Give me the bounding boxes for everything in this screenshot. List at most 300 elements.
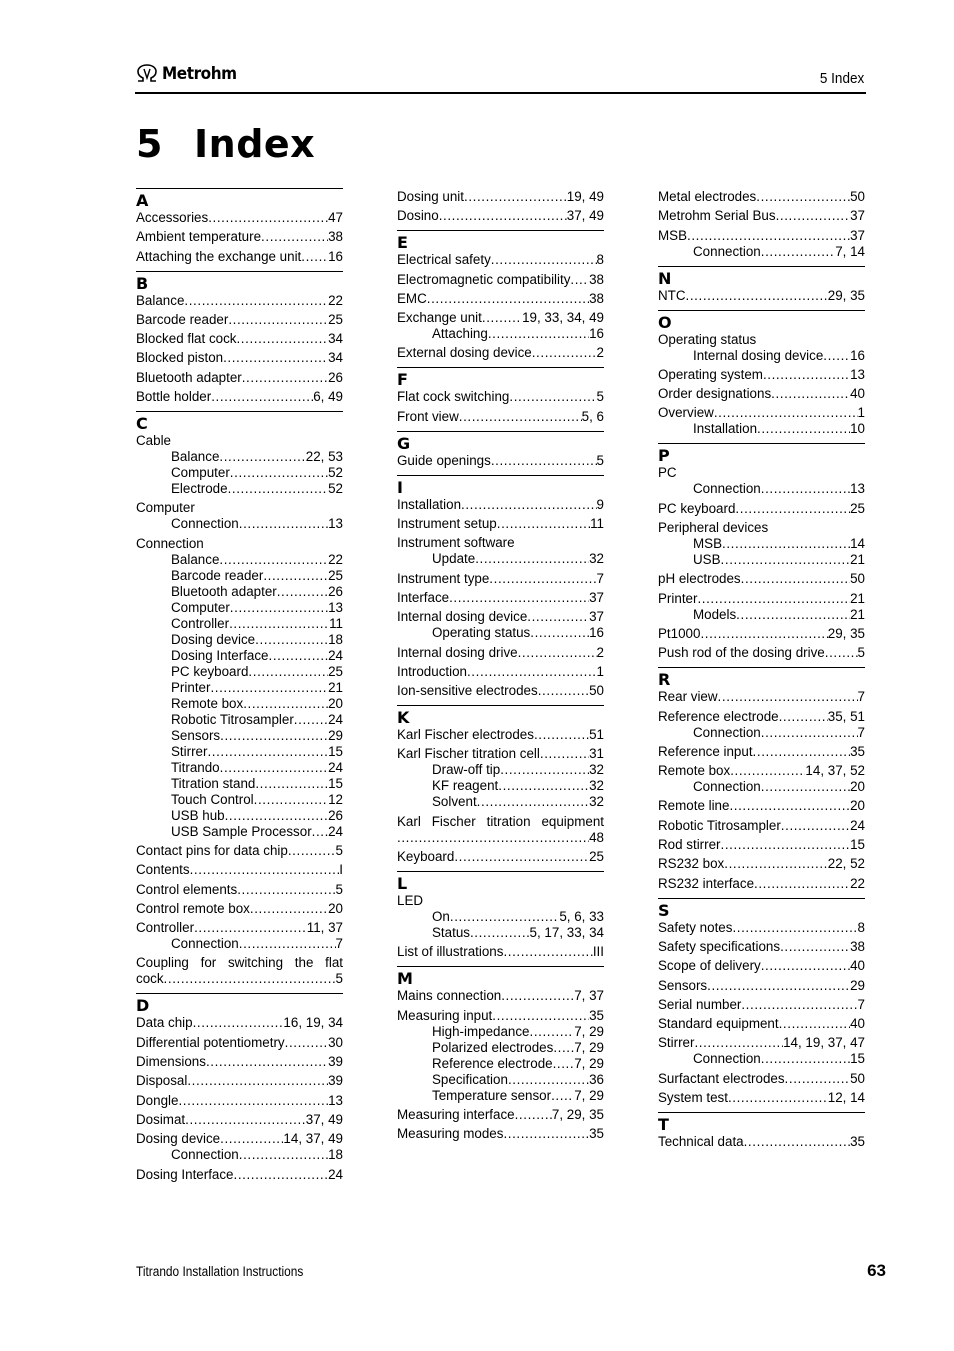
entry-term: Rear view <box>658 689 718 705</box>
index-entry <box>397 516 604 532</box>
entry-pages: 26 <box>328 807 343 823</box>
leader-dots <box>781 818 850 834</box>
entry-pages: 35 <box>589 1007 604 1023</box>
entry-pages: 31 <box>589 746 604 762</box>
index-entry-line <box>658 978 865 994</box>
entry-term: Models <box>693 606 737 622</box>
entry-pages: 7 <box>857 724 865 740</box>
entry-term: Cable <box>136 433 171 449</box>
leader-dots <box>503 1126 589 1142</box>
leader-dots <box>754 876 850 892</box>
index-letter: N <box>658 268 672 288</box>
entry-pages: 13 <box>328 516 343 532</box>
leader-dots <box>450 909 559 925</box>
chapter-title: Index <box>194 122 316 166</box>
index-entry <box>397 664 604 680</box>
index-entry <box>397 645 604 661</box>
entry-term: Scope of delivery <box>658 958 761 974</box>
entry-pages: 5 <box>335 842 343 858</box>
entry-pages: 5, 6 <box>581 408 604 424</box>
leader-dots <box>449 590 589 606</box>
leader-dots <box>570 272 589 288</box>
leader-dots <box>223 350 328 366</box>
entry-pages: 34 <box>328 350 343 366</box>
entry-term: Operating status <box>658 331 757 347</box>
entry-pages: 5 <box>596 452 604 468</box>
index-subentry <box>658 421 865 437</box>
entry-term: Metal electrodes <box>658 189 757 204</box>
entry-term: Computer <box>136 500 195 516</box>
entry-term: Dosing device <box>171 631 256 647</box>
entry-term: List of illustrations <box>397 944 504 960</box>
entry-pages: 7, 29 <box>574 1087 604 1103</box>
entry-term: Karl Fischer electrodes <box>397 727 534 743</box>
index-subentry <box>397 925 604 941</box>
index-entry <box>136 249 343 265</box>
leader-dots <box>467 664 597 680</box>
index-entry <box>658 228 865 260</box>
index-letter: L <box>397 874 408 894</box>
index-subentry <box>658 552 865 568</box>
entry-pages: 22 <box>850 875 865 891</box>
entry-pages: 22, 52 <box>827 856 865 872</box>
leader-dots <box>164 971 336 987</box>
leader-dots <box>756 189 850 205</box>
index-subentry <box>136 808 343 824</box>
index-entry <box>136 1035 343 1051</box>
leader-dots <box>482 310 522 326</box>
entry-pages: 26 <box>328 583 343 599</box>
entry-term: Printer <box>171 679 211 695</box>
index-letter: C <box>136 414 148 434</box>
index-subentry <box>397 909 604 925</box>
entry-pages: 40 <box>850 1016 865 1032</box>
leader-dots <box>776 208 851 224</box>
entry-term: Solvent <box>432 794 477 810</box>
index-entry-line <box>136 536 343 552</box>
leader-dots <box>277 584 328 600</box>
leader-dots <box>532 345 597 361</box>
leader-dots <box>721 552 851 568</box>
entry-pages: 25 <box>589 849 604 865</box>
entry-term: Dosing Interface <box>136 1166 234 1182</box>
entry-pages: 12, 14 <box>827 1090 865 1106</box>
entry-term: Reference electrode <box>432 1055 553 1071</box>
index-entry-line <box>658 1090 865 1106</box>
index-entry-line <box>136 312 343 328</box>
entry-term: Dimensions <box>136 1054 206 1070</box>
entry-term: Disposal <box>136 1073 188 1089</box>
index-subentry <box>397 1072 604 1088</box>
index-entry-line <box>397 1008 604 1024</box>
index-entry-line <box>397 893 604 909</box>
entry-term: Internal dosing device <box>693 347 824 363</box>
entry-term: Remote box <box>658 763 731 779</box>
index-entry <box>136 955 343 987</box>
index-entry-line <box>658 709 865 725</box>
index-entry <box>136 920 343 952</box>
index-entry <box>397 272 604 288</box>
leader-dots <box>741 571 850 587</box>
entry-pages: 1 <box>857 405 865 421</box>
entry-pages: 18 <box>328 631 343 647</box>
index-group <box>397 230 604 361</box>
leader-dots <box>207 744 328 760</box>
entry-pages: 8 <box>596 252 604 268</box>
leader-dots <box>707 978 850 994</box>
entry-term: Ion-sensitive electrodes <box>397 683 538 699</box>
entry-term: KF reagent <box>432 778 499 794</box>
index-entry <box>397 571 604 587</box>
page-title <box>136 122 315 166</box>
index-entry <box>136 1093 343 1109</box>
leader-dots <box>220 760 328 776</box>
entry-term: LED <box>397 893 424 909</box>
index-entry <box>658 763 865 795</box>
index-entry-line <box>397 409 604 425</box>
index-entry-line <box>397 453 604 469</box>
index-subentry <box>658 725 865 741</box>
leader-dots <box>239 1147 328 1163</box>
index-letter: T <box>658 1115 669 1135</box>
entry-pages: 32 <box>589 551 604 567</box>
entry-term: NTC <box>658 287 686 303</box>
leader-dots <box>312 824 328 840</box>
index-entry-line <box>397 535 604 551</box>
entry-pages: 22 <box>328 551 343 567</box>
index-entry <box>397 893 604 941</box>
entry-pages: 37 <box>850 208 865 224</box>
entry-pages: I <box>339 862 343 878</box>
index-letter: S <box>658 900 670 920</box>
entry-term: PC keyboard <box>171 663 249 679</box>
index-letter: R <box>658 670 671 690</box>
entry-term: Contact pins for data chip <box>136 842 288 858</box>
index-entry <box>658 520 865 568</box>
entry-term: Connection <box>136 535 204 551</box>
leader-dots <box>779 709 828 725</box>
entry-term-wrapped: Coupling for switching the flat <box>136 955 343 971</box>
index-subentry <box>397 1056 604 1072</box>
index-entry-line <box>658 208 865 224</box>
leader-dots <box>761 1051 850 1067</box>
entry-term-wrapped: Karl Fischer titration equipment <box>397 813 604 829</box>
index-entry <box>136 1131 343 1163</box>
index-letter: B <box>136 273 149 293</box>
index-entry-line <box>658 689 865 705</box>
entry-pages: 24 <box>850 817 865 833</box>
index-subentry <box>136 664 343 680</box>
leader-dots <box>211 389 313 405</box>
index-entry <box>658 626 865 642</box>
entry-term: pH electrodes <box>658 571 741 587</box>
leader-dots <box>236 331 328 347</box>
entry-term: Temperature sensor <box>432 1087 552 1103</box>
entry-term: PC keyboard <box>658 500 736 516</box>
index-entry-line <box>397 664 604 680</box>
index-group <box>658 1112 865 1150</box>
leader-dots <box>470 925 530 941</box>
entry-term: Operating system <box>658 366 763 382</box>
entry-pages: 37, 49 <box>305 1111 343 1127</box>
index-subentry <box>397 551 604 567</box>
leader-dots <box>491 453 597 469</box>
entry-term: Technical data <box>658 1134 744 1150</box>
index-entry-line <box>136 1093 343 1109</box>
leader-dots <box>553 1056 575 1072</box>
entry-term: Connection <box>171 1147 239 1163</box>
index-entry-line <box>658 798 865 814</box>
entry-term: Rod stirrer <box>658 837 721 853</box>
entry-pages: 21 <box>850 606 865 622</box>
entry-term: Internal dosing drive <box>397 644 518 660</box>
index-subentry <box>397 1024 604 1040</box>
entry-term: Bluetooth adapter <box>171 583 277 599</box>
entry-term: Installation <box>397 496 462 512</box>
leader-dots <box>210 680 328 696</box>
index-entry-line <box>136 1073 343 1089</box>
leader-dots <box>193 1015 284 1031</box>
index-entry-line <box>658 520 865 536</box>
entry-pages: 13 <box>328 1092 343 1108</box>
index-entry-line <box>136 249 343 265</box>
entry-pages: 51 <box>589 727 604 743</box>
index-subentry <box>136 552 343 568</box>
entry-term: Mains connection <box>397 988 502 1004</box>
index-subentry <box>136 728 343 744</box>
entry-pages: 5 <box>335 881 343 897</box>
entry-pages: 7 <box>596 570 604 586</box>
entry-term: Accessories <box>136 210 209 225</box>
index-entry <box>658 939 865 955</box>
entry-term: Interface <box>397 589 450 605</box>
index-entry-line <box>397 590 604 606</box>
leader-dots <box>757 421 850 437</box>
index-letter: D <box>136 996 150 1016</box>
leader-dots <box>515 1107 552 1123</box>
entry-term: Connection <box>693 724 761 740</box>
entry-pages: 47 <box>328 210 343 225</box>
entry-pages: 7, 29 <box>574 1023 604 1039</box>
index-entry <box>136 862 343 878</box>
leader-dots <box>239 516 328 532</box>
leader-dots <box>439 208 567 224</box>
index-group <box>397 705 604 865</box>
index-group <box>658 443 865 661</box>
entry-pages: 25 <box>850 500 865 516</box>
entry-term: Keyboard <box>397 849 455 865</box>
entry-pages: 16 <box>328 248 343 264</box>
entry-pages: 22 <box>328 292 343 308</box>
leader-dots <box>248 664 328 680</box>
index-entry <box>136 229 343 245</box>
entry-term: Blocked flat cock <box>136 331 237 347</box>
leader-dots <box>459 409 582 425</box>
index-entry-line <box>397 272 604 288</box>
section-title: 5 Index <box>819 70 864 87</box>
leader-dots <box>538 683 589 699</box>
entry-pages: 13 <box>328 599 343 615</box>
index-entry <box>658 744 865 760</box>
entry-pages: 5 <box>596 389 604 405</box>
index-entry <box>658 978 865 994</box>
entry-pages: 5 <box>857 645 865 661</box>
entry-pages: 14 <box>850 536 865 552</box>
index-entry <box>397 849 604 865</box>
entry-pages: 37 <box>850 227 865 243</box>
leader-dots <box>255 632 328 648</box>
index-entry-line <box>658 189 865 205</box>
index-entry-line <box>397 208 604 224</box>
entry-pages: 12 <box>328 791 343 807</box>
entry-pages: 7, 29 <box>574 1055 604 1071</box>
index-entry-line <box>397 830 604 846</box>
entry-pages: 32 <box>589 794 604 810</box>
entry-pages: 15 <box>850 837 865 853</box>
entry-term: Dongle <box>136 1092 179 1108</box>
index-group <box>658 266 865 304</box>
index-entry <box>397 746 604 810</box>
index-subentry <box>136 516 343 532</box>
leader-dots <box>700 626 827 642</box>
chapter-number: 5 <box>136 122 163 166</box>
entry-term: Barcode reader <box>171 567 264 583</box>
index-letter: K <box>397 708 410 728</box>
index-entry-line <box>658 367 865 383</box>
leader-dots <box>718 689 858 705</box>
entry-pages: 7 <box>857 689 865 705</box>
entry-pages: 35, 51 <box>827 708 865 724</box>
entry-term: High-impedance <box>432 1023 530 1039</box>
index-entry-line <box>136 971 343 987</box>
entry-term: Front view <box>397 408 459 424</box>
entry-term: Reference input <box>658 743 753 759</box>
index-entry <box>136 350 343 366</box>
entry-term: Remote box <box>171 695 244 711</box>
leader-dots <box>785 1071 851 1087</box>
index-entry-line <box>136 1035 343 1051</box>
index-subentry <box>136 600 343 616</box>
index-entry <box>397 345 604 361</box>
entry-term: Balance <box>136 292 185 308</box>
entry-pages: 30 <box>328 1034 343 1050</box>
entry-pages: 22, 53 <box>305 449 343 465</box>
index-entry-line <box>658 288 865 304</box>
index-entry <box>397 1008 604 1104</box>
leader-dots <box>237 882 335 898</box>
leader-dots <box>185 1112 306 1128</box>
leader-dots <box>761 779 850 795</box>
leader-dots <box>697 591 850 607</box>
entry-term: Safety notes <box>658 919 733 935</box>
index-entry <box>136 370 343 386</box>
leader-dots <box>243 696 328 712</box>
entry-pages: 18 <box>328 1147 343 1163</box>
index-group <box>397 871 604 960</box>
entry-pages: 5, 6, 33 <box>559 909 604 925</box>
index-subentry <box>136 584 343 600</box>
index-entry <box>658 1090 865 1106</box>
entry-term: MSB <box>693 536 723 552</box>
entry-pages: 21 <box>850 590 865 606</box>
entry-pages: 26 <box>328 369 343 385</box>
leader-dots <box>735 501 850 517</box>
index-entry <box>658 1035 865 1067</box>
entry-pages: 14, 37, 49 <box>283 1131 343 1147</box>
leader-dots <box>761 244 835 260</box>
entry-pages: 24 <box>328 711 343 727</box>
leader-dots <box>184 293 328 309</box>
index-group <box>136 271 343 405</box>
leader-dots <box>294 712 328 728</box>
entry-pages: 15 <box>328 775 343 791</box>
entry-term: Update <box>432 551 476 567</box>
index-entry-line <box>397 1107 604 1123</box>
index-letter: A <box>136 191 149 210</box>
leader-dots <box>530 1024 575 1040</box>
leader-dots <box>234 1167 329 1183</box>
index-group <box>397 367 604 424</box>
index-entry-line <box>397 609 604 625</box>
entry-pages: 19, 33, 34, 49 <box>522 310 604 326</box>
leader-dots <box>825 645 858 661</box>
index-entry <box>136 1073 343 1089</box>
page-number: 63 <box>867 1261 886 1280</box>
entry-term: Guide openings <box>397 452 491 468</box>
leader-dots <box>551 1088 574 1104</box>
index-entry <box>658 288 865 304</box>
leader-dots <box>230 465 328 481</box>
index-entry-line <box>136 1167 343 1183</box>
index-subentry <box>136 824 343 840</box>
index-entry-line <box>658 818 865 834</box>
entry-pages: 21 <box>328 679 343 695</box>
entry-pages: 11 <box>590 516 604 532</box>
index-entry-line <box>658 958 865 974</box>
leader-dots <box>823 348 850 364</box>
index-entry <box>397 535 604 567</box>
index-subentry <box>136 776 343 792</box>
entry-pages: 37 <box>589 609 604 625</box>
index-group <box>136 411 343 987</box>
index-entry-line <box>658 837 865 853</box>
entry-pages: 34 <box>328 331 343 347</box>
index-entry-line <box>136 210 343 226</box>
entry-term: Introduction <box>397 663 467 679</box>
entry-term: Instrument software <box>397 535 515 551</box>
entry-pages: 20 <box>328 900 343 916</box>
index-entry-line <box>136 1112 343 1128</box>
index-entry <box>658 920 865 936</box>
entry-term: Peripheral devices <box>658 520 769 536</box>
entry-term: RS232 interface <box>658 875 755 891</box>
entry-term: Robotic Titrosampler <box>171 711 294 727</box>
leader-dots <box>397 830 589 846</box>
index-entry-line <box>397 310 604 326</box>
index-entry-line <box>658 332 865 348</box>
index-entry-line <box>658 465 865 481</box>
index-entry <box>397 389 604 405</box>
entry-term: Internal dosing device <box>397 609 528 625</box>
index-entry <box>397 944 604 960</box>
index-entry-line <box>658 1016 865 1032</box>
leader-dots <box>753 744 851 760</box>
index-subentry <box>136 936 343 952</box>
entry-pages: 32 <box>589 778 604 794</box>
index-entry-line <box>397 683 604 699</box>
leader-dots <box>744 1134 850 1150</box>
entry-term: Exchange unit <box>397 310 482 326</box>
